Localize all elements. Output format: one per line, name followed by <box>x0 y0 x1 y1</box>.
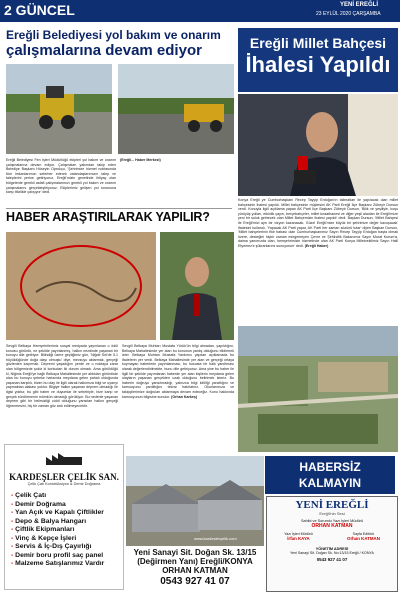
list-item: - Yan Açık ve Kapalı Çiftlikler <box>11 509 123 518</box>
speaker-portrait-image <box>238 94 398 196</box>
road-work-photo-right <box>118 64 234 154</box>
sanayi-address-line1: Yeni Sanayi Sit. Doğan Sk. 13/15 <box>133 548 257 557</box>
article2-aerial-photo <box>238 326 398 452</box>
article3-body1: Sevgili Belkaya Hemşehrilerimiz sosyal medyada yayınlanan o ödül konusu görüntü, ne şekilde yayınlanmış, halkın nezdinde yaşanan bir konuyu dile getiriyor. Bilindiği üzere geçtiğimiz gün, 'Niğde Sel'de 5.1 büyüklüğünde doğa olayı olmuştu' diye, mevzuyu aktarmak, gerçeği gözlerden kaçırmak. Depremi yaşadığını yerde ve o noktaya zarar olan bölgemizde şokiz ki korkudan iki durum olmadı. Ama görüldüğü ki, Niğmis Ereğli'ye bağlı Belkaya Mahallesinde yer aldıkları görüntüde olan bu konuyu şebeke hafızında meydana gelen pahalı olduğunda yaşanan karşılık, bizim bu olay ile ilgili olarak halkımıza bilgi ve uyarıyı yapmaktan alakası yoktur. Bilgiye halkın yaşanan deprem olmadığı ile ilgisi yoktur, bu gibi haber ve duyumlar ile sebebiyle, bize karşı ve gerçek sürdürmenin mümkün olmadığı görülüyor. Bu nedenle yaşanan deprem gibi bir belirsizliği ciddi olduğunu yansıtan halkın gerçeği öğrenmesini, hiç bir zaman göz ardı edilmeyecektir. <box>6 344 118 408</box>
col2-label: Sayfa Editörü <box>352 532 375 536</box>
masthead-phone: 0543 927 41 07 <box>316 557 348 562</box>
sanayi-address-line2: (Değirmen Yanı) Ereğli/KONYA <box>137 557 253 566</box>
editor-label: Sahibi ve Sorumlu Yazı İşleri Müdürü <box>300 519 364 523</box>
page-label: 2 GÜNCEL <box>4 2 75 18</box>
website-label: www.kardeslerçelik.com <box>194 536 237 541</box>
list-item: - Malzeme Satışlarımız Vardır <box>11 560 123 569</box>
section-divider <box>6 208 232 209</box>
masthead-col2 <box>347 532 380 541</box>
masthead-columns <box>267 532 397 541</box>
sanayi-address-block <box>126 548 264 587</box>
article2-headline-line1: Ereğli Millet Bahçesi <box>249 35 387 51</box>
kardesler-tagline: Çelik Çatı Konstrüksiyon & Demir Doğrama <box>27 482 101 486</box>
list-item: - Vinç & Kepçe İşleri <box>11 535 123 544</box>
article1-headline-line2: çalışmalarına devam ediyor <box>6 42 202 59</box>
article2-headline <box>238 28 398 92</box>
issue-date: 23 EYLÜL 2020 ÇARŞAMBA <box>316 11 381 17</box>
article3-photo-right <box>160 232 234 340</box>
habersiz-kalmayin-banner <box>265 456 395 494</box>
article1-body: Ereğli Belediyesi Fen İşleri Müdürlüğü ekipleri yol bakım ve onarım çalışmalarına devam ediyor. Çalışmaları yakından takip eden Belediye Başkanı Hüseyin Oprukçu, 'Şehrimize hizmet noktasında tüm imkanlarımızı seferber ederek vatandaşlarımızın talep ve taleplerini yerine getiriyoruz. Ereğli'mizin genelinde ihtiyaç olan bölgelerde gerekli asfalt çalışmalarımızı gerekli yol bakım ve onarım çalışmalarını gerçekleştiriyoruz. Ekiplerimiz gelişen yol sorununa karşı titizlikle çalışıyor' dedi. <box>6 158 116 195</box>
col2-name: Orhan KATMAN <box>347 536 380 541</box>
list-item: - Depo & Balya Hangarı <box>11 518 123 527</box>
kardesler-service-list <box>5 492 123 569</box>
masthead-info-box <box>266 496 398 592</box>
kardesler-company: KARDEŞLER ÇELİK SAN. <box>9 472 119 482</box>
sanayi-phone: 0543 927 41 07 <box>160 576 230 587</box>
list-item: - Çelik Çatı <box>11 492 123 501</box>
road-work-image-right <box>118 64 234 154</box>
list-item: - Demir Doğrama <box>11 501 123 510</box>
article1-byline: (Ereğli... Haber Merkezi) <box>120 158 161 162</box>
list-item: - Çiftlik Ekipmanları <box>11 526 123 535</box>
article3-headline: HABER ARAŞTIRILARAK YAPILIR? <box>6 210 210 224</box>
article1-headline-line1: Ereğli Belediyesi yol bakım ve onarım <box>6 28 221 42</box>
top-bar <box>0 0 400 22</box>
editor-name: ORHAN KATMAN <box>311 523 353 529</box>
masthead-col1 <box>284 532 313 541</box>
steel-building-image <box>126 456 264 546</box>
habersiz-line1: HABERSİZ <box>299 460 361 474</box>
article2-headline-line2: İhalesi Yapıldı <box>245 52 391 77</box>
park-aerial-image <box>238 326 398 452</box>
address-text: Yeni Sanayi Sit. Doğan Sk. No:13/15 Ereğli / KONYA <box>290 551 374 555</box>
factory-logo-icon <box>5 451 123 472</box>
address-label: YÖNETİM ADRESİ <box>315 547 349 551</box>
article2-byline: (Ereğli Haber) <box>304 243 329 248</box>
article1-body-col2 <box>120 158 232 206</box>
article1-headline <box>6 28 232 59</box>
article2-body-text: Konya Ereğli ye Cumhurbaşkanı Recep Tayyip Erdoğan'ın talimatları ile yapılacak olan millet bahçesinin ihalesi yapıldı. Millet bahçesinin müjdesini AK Parti Ereğli İlçe Başkanı Zübeyir Dursun verdi. Konuyla ilgili açıklama yapan AK Parti İlçe Başkanı Zübeyir Dursun, 'Bilik ve yeşiliyle, koşu yürüyüş yolları, etkinlik çayırı, berçebahçeler, millet kıraathanesi ve diğer yeşil alanları ile Ereğli'mize yeni bir soluk getirecek olan Millet Bahçemizin ihalesi yapıldı' dedi. Başkan Dursun; 'Millet Bahçesi ile Ereğli'mizi ayrı bir vizyon kazanacak. Güzel Ereğli'mize büyük bir şehrimize değer kavuşacak' ifadesini kullandı. 'Yapacak AK Parti yapar, AK Parti her zaman sözünü tutar' diyen Başkan Dursun, 'Millet bahçelerinin fikir babası olan Cumhurbaşkanımız Sayın Recep Tayyip Erdoğan başta olmak üzere, desteğini hiçbir zaman esirgemeyen Çevre ve Şehircilik Bakanımız Sayın Murat Kurum'a, daima yanımızda olan, hemşehrimizin hizmetinde olan AK Parti Konya Milletvekilimiz Sayın Halil Etyemez'e şükranlarımı sunuyorum' dedi. <box>238 198 398 248</box>
col1-label: Yazı İşleri Müdürü <box>284 532 313 536</box>
masthead-subtitle: Ereğli'nin Sesi <box>319 511 345 516</box>
article3-body2: Sevgili Belkaya Muhtarı Mustafa Yürük'ün bilgi almadan, yapıldığını, Belkaya Mahallesinde yer alan bu konunun yanlış olduğunu bildirmek ister. Belkaya Muhtarı Mustafa Yardımcı yapılan açıklamada bu ifadelerin yer verdi. Belkaya Mahallesinde yer alan ve gerçeği ortaya koymayan haberlerin yayımlanması, bu hususta bir halk yanıltması olarak değerlendirilmekte, bunu dile getiriyoruz. Ama yine bu haber ile ilgili bir şekilde yayımlanan haberde yer alan kişilerin meydana gelen olayların yaşanan gerçekten uzak olduğunu belirtmek isteriz. Bu haberin doğruyu yansıtmadığı, yalnızca bilgi kirliliği yarattığını ve kamuoyunu yanılttığını tekrar hatırlatırız. Okurlarımıza ve takipçilerimize doğruları aktarmaya devam edeceğiz. Konu hakkında kamuoyunun bilgisine sunulur. <box>122 344 234 399</box>
col1-name: İrfan KAYA <box>287 536 310 541</box>
article3-body-col1 <box>6 344 118 440</box>
road-work-photo-left <box>6 64 112 154</box>
article3-photo-left <box>6 232 156 340</box>
article1-body-col1 <box>6 158 116 206</box>
muhtar-portrait-image <box>160 232 234 340</box>
paper-name: YENİ EREĞLİ <box>340 2 379 8</box>
habersiz-line2: KALMAYIN <box>298 476 362 490</box>
sanayi-contact-name: ORHAN KATMAN <box>162 566 228 575</box>
masthead-name: YENİ EREĞLİ <box>295 499 369 511</box>
steel-building-ad-photo <box>126 456 264 546</box>
kardesler-ad <box>4 444 124 590</box>
article2-body <box>238 198 398 324</box>
road-work-image-left <box>6 64 112 154</box>
article2-photo <box>238 94 398 196</box>
article3-body-col2 <box>122 344 234 440</box>
list-item: - Demir boru profil saç panel <box>11 552 123 561</box>
article3-byline: (Orhan Karkeş) <box>171 394 198 399</box>
list-item: - Servis & İç-Dış Çayırlığı <box>11 543 123 552</box>
ground-crack-image <box>6 232 156 340</box>
